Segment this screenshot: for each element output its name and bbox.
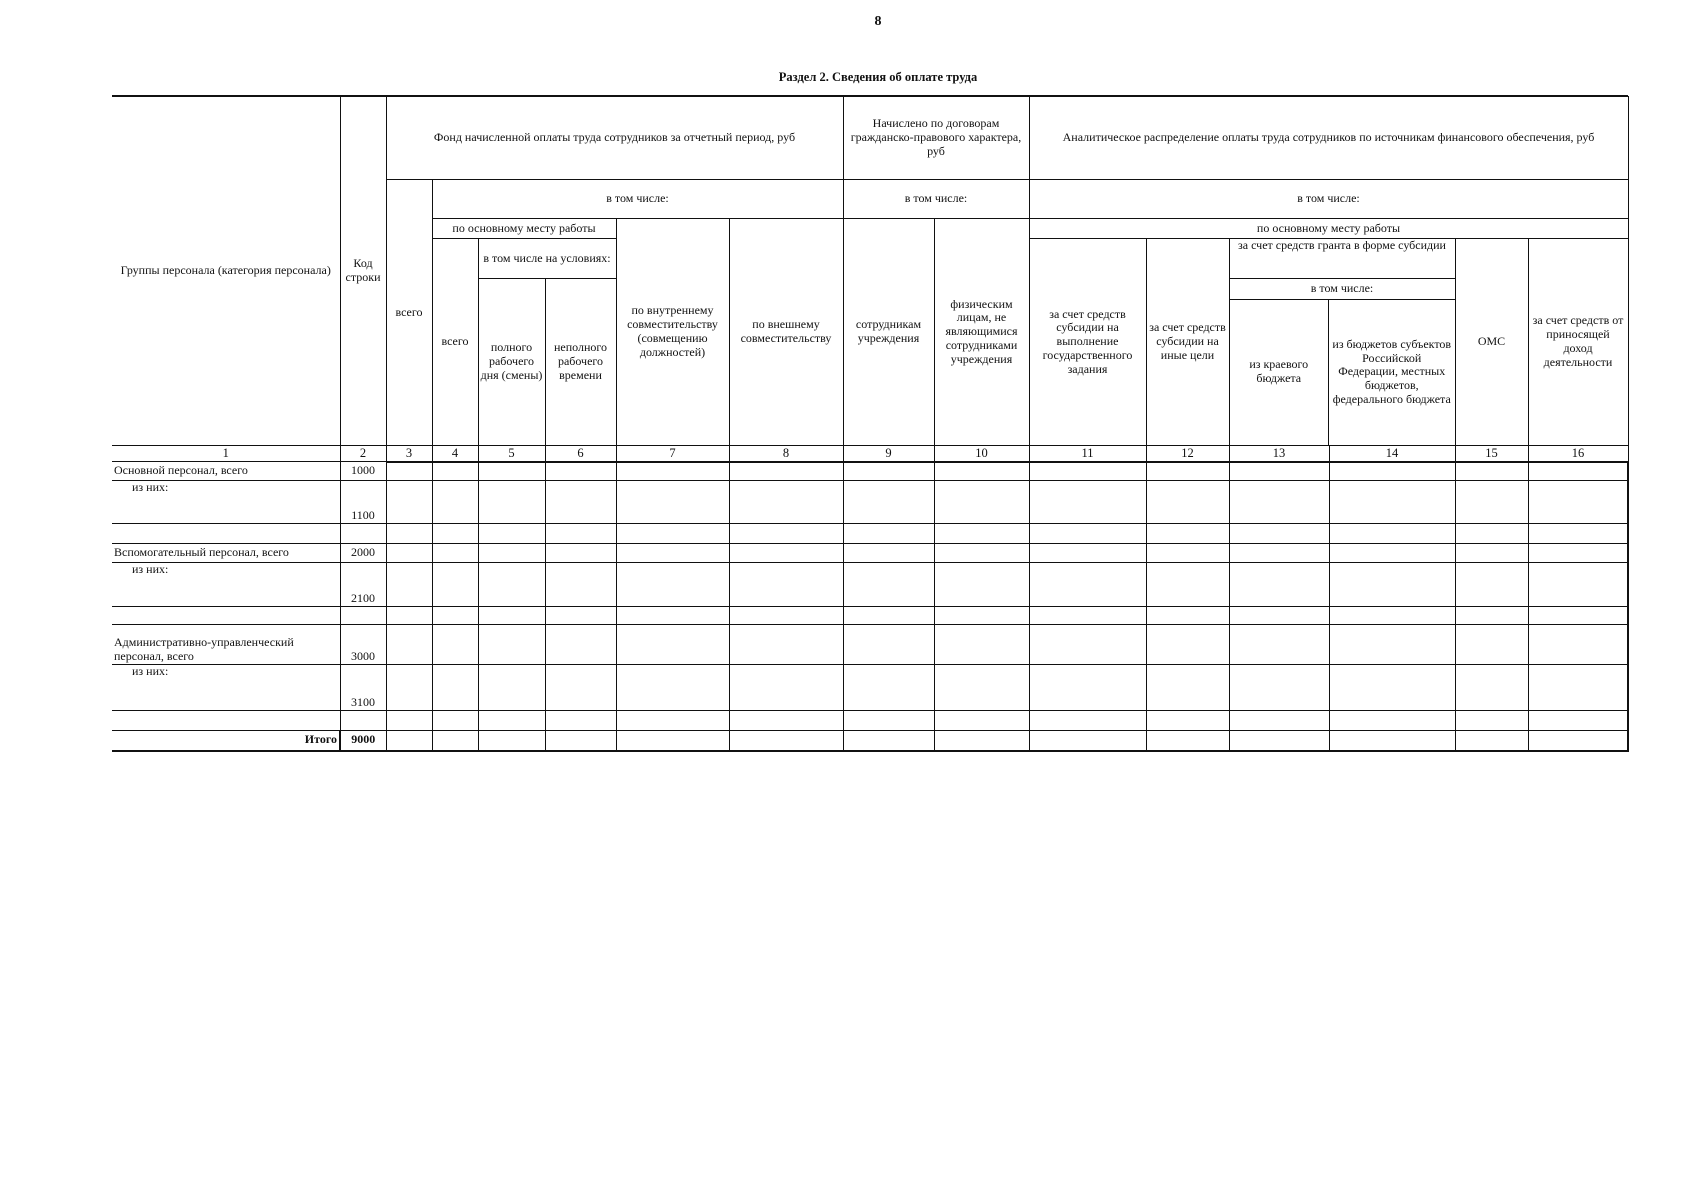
fund-header: Фонд начисленной оплаты труда сотрудников за отчетный период, руб [386,97,843,180]
row-code [340,524,386,544]
grant-breakdown-cell [1229,279,1455,446]
data-cell[interactable] [1329,481,1455,524]
grant-header: за счет средств гранта в форме субсидии [1229,239,1455,279]
row-label: из них: [112,665,340,711]
data-cell[interactable] [729,731,843,751]
data-cell[interactable] [1229,524,1329,544]
data-cell[interactable] [1528,544,1628,563]
data-cell[interactable] [432,563,478,607]
analytic-main-place-header: по основному месту работы [1029,219,1628,239]
column-number: 16 [1528,446,1628,462]
data-cell[interactable] [934,524,1029,544]
data-cell[interactable] [545,563,616,607]
data-cell[interactable] [1029,544,1146,563]
data-cell[interactable] [1329,731,1455,751]
row-label: из них: [112,481,340,524]
data-cell[interactable] [545,462,616,481]
data-cell[interactable] [1329,665,1455,711]
data-cell[interactable] [386,563,432,607]
data-cell[interactable] [432,665,478,711]
data-cell[interactable] [934,607,1029,625]
data-cell[interactable] [1528,607,1628,625]
data-cell[interactable] [843,625,934,665]
data-cell[interactable] [1029,481,1146,524]
data-cell[interactable] [1029,711,1146,731]
analytic-header: Аналитическое распределение оплаты труда сотрудников по источникам финансового обеспечения, руб [1029,97,1628,180]
data-cell[interactable] [1029,563,1146,607]
data-cell[interactable] [1229,607,1329,625]
table-row [112,481,1628,524]
row-label: Вспомогательный персонал, всего [112,544,340,563]
data-cell[interactable] [478,462,545,481]
row-code: 1100 [340,481,386,524]
column-number: 4 [432,446,478,462]
data-cell[interactable] [545,731,616,751]
table-row [112,607,1628,625]
data-cell[interactable] [1455,462,1528,481]
data-cell[interactable] [478,524,545,544]
data-cell[interactable] [1455,607,1528,625]
data-cell[interactable] [729,607,843,625]
conditions-header: в том числе на условиях: [478,239,616,279]
data-cell[interactable] [1146,544,1229,563]
data-cell[interactable] [545,481,616,524]
data-cell[interactable] [1029,524,1146,544]
data-cell[interactable] [386,665,432,711]
data-cell[interactable] [1455,544,1528,563]
data-cell[interactable] [478,563,545,607]
data-cell[interactable] [616,462,729,481]
row-label [112,524,340,544]
row-code [340,711,386,731]
data-cell[interactable] [478,711,545,731]
data-cell[interactable] [478,544,545,563]
data-cell[interactable] [616,665,729,711]
civil-including-header: в том числе: [843,180,1029,219]
data-cell[interactable] [729,563,843,607]
data-cell[interactable] [934,731,1029,751]
data-cell[interactable] [478,665,545,711]
data-cell[interactable] [1229,544,1329,563]
row-label: из них: [112,563,340,607]
data-cell[interactable] [616,524,729,544]
table-row [112,524,1628,544]
data-cell[interactable] [1528,711,1628,731]
data-cell[interactable] [843,524,934,544]
data-cell[interactable] [934,711,1029,731]
data-cell[interactable] [843,665,934,711]
data-cell[interactable] [386,731,432,751]
data-cell[interactable] [1455,524,1528,544]
table-row [112,625,1628,665]
column-number: 10 [934,446,1029,462]
data-cell[interactable] [1329,563,1455,607]
data-cell[interactable] [1528,462,1628,481]
data-cell[interactable] [934,544,1029,563]
data-cell[interactable] [616,711,729,731]
data-cell[interactable] [729,711,843,731]
data-cell[interactable] [478,625,545,665]
data-cell[interactable] [432,544,478,563]
data-cell[interactable] [1329,607,1455,625]
code-header: Код строки [340,97,386,446]
data-cell[interactable] [1029,607,1146,625]
groups-header: Группы персонала (категория персонала) [112,97,340,446]
data-cell[interactable] [934,665,1029,711]
data-cell[interactable] [1455,731,1528,751]
table-row [112,711,1628,731]
data-cell[interactable] [432,607,478,625]
data-cell[interactable] [1229,731,1329,751]
row-label: Основной персонал, всего [112,462,340,481]
internal-header: по внутреннему совместительству (совмещению должностей) [616,219,729,446]
data-cell[interactable] [843,607,934,625]
data-cell[interactable] [1029,731,1146,751]
main-total-header: всего [432,239,478,446]
data-cell[interactable] [432,731,478,751]
data-cell[interactable] [1329,544,1455,563]
data-cell[interactable] [729,544,843,563]
employees-header: сотрудникам учреждения [843,219,934,446]
data-cell[interactable] [729,462,843,481]
table-row [112,462,1628,481]
main-place-header: по основному месту работы [432,219,616,239]
data-cell[interactable] [1146,665,1229,711]
data-cell[interactable] [1146,731,1229,751]
column-number: 6 [545,446,616,462]
oms-header: ОМС [1455,239,1528,446]
data-cell[interactable] [545,544,616,563]
data-cell[interactable] [545,625,616,665]
data-cell[interactable] [1029,462,1146,481]
data-cell[interactable] [616,563,729,607]
data-cell[interactable] [1146,563,1229,607]
row-code: 3000 [340,625,386,665]
row-code: 3100 [340,665,386,711]
row-code: 1000 [340,462,386,481]
data-cell[interactable] [616,544,729,563]
column-number: 14 [1329,446,1455,462]
page-number: 8 [874,14,882,29]
column-number: 11 [1029,446,1146,462]
section-title: Раздел 2. Сведения об оплате труда [778,70,978,84]
row-code: 2100 [340,563,386,607]
column-number: 7 [616,446,729,462]
data-cell[interactable] [729,665,843,711]
column-number: 5 [478,446,545,462]
data-cell[interactable] [386,481,432,524]
data-cell[interactable] [386,711,432,731]
subsidy-other-header: за счет средств субсидии на иные цели [1146,239,1229,446]
fund-total-header: всего [386,180,432,446]
civil-contracts-header: Начислено по договорам гражданско-правового характера, руб [843,97,1029,180]
data-cell[interactable] [1229,665,1329,711]
regional-budget-header: из краевого бюджета [1230,299,1329,445]
data-cell[interactable] [545,524,616,544]
data-cell[interactable] [1229,481,1329,524]
row-label [112,711,340,731]
data-cell[interactable] [1229,563,1329,607]
data-cell[interactable] [1229,462,1329,481]
data-cell[interactable] [1146,607,1229,625]
row-code [340,607,386,625]
data-cell[interactable] [934,481,1029,524]
data-cell[interactable] [1528,563,1628,607]
row-label [112,607,340,625]
data-cell[interactable] [934,625,1029,665]
data-cell[interactable] [1455,711,1528,731]
data-cell[interactable] [432,462,478,481]
data-cell[interactable] [478,731,545,751]
fund-including-header: в том числе: [432,180,843,219]
data-cell[interactable] [1329,625,1455,665]
data-cell[interactable] [1528,524,1628,544]
table-row [112,665,1628,711]
row-label: Административно-управленческий персонал, всего [112,625,340,665]
data-cell[interactable] [1229,625,1329,665]
column-number: 3 [386,446,432,462]
data-cell[interactable] [1029,665,1146,711]
individuals-header: физическим лицам, не являющимися сотрудниками учреждения [934,219,1029,446]
data-cell[interactable] [432,625,478,665]
data-cell[interactable] [1029,625,1146,665]
data-cell[interactable] [386,607,432,625]
data-cell[interactable] [386,625,432,665]
table-row [112,731,1628,751]
column-number: 13 [1229,446,1329,462]
data-cell[interactable] [1329,711,1455,731]
data-cell[interactable] [386,462,432,481]
data-cell[interactable] [934,462,1029,481]
data-cell[interactable] [843,481,934,524]
row-code: 2000 [340,544,386,563]
federal-budget-header: из бюджетов субъектов Российской Федерации, местных бюджетов, федерального бюджета [1332,336,1452,406]
grant-breakdown [1230,279,1455,445]
data-cell[interactable] [729,524,843,544]
total-label: Итого [112,731,340,751]
data-cell[interactable] [1146,711,1229,731]
data-cell[interactable] [1329,524,1455,544]
column-number: 2 [340,446,386,462]
data-cell[interactable] [545,607,616,625]
data-cell[interactable] [616,481,729,524]
external-header: по внешнему совместительству [729,219,843,446]
column-number: 12 [1146,446,1229,462]
data-cell[interactable] [934,563,1029,607]
analytic-including-header: в том числе: [1029,180,1628,219]
data-cell[interactable] [1146,462,1229,481]
data-cell[interactable] [1528,665,1628,711]
data-cell[interactable] [843,462,934,481]
data-cell[interactable] [1455,665,1528,711]
data-cell[interactable] [386,544,432,563]
data-cell[interactable] [843,731,934,751]
column-number: 15 [1455,446,1528,462]
data-cell[interactable] [1455,481,1528,524]
table-row [112,563,1628,607]
data-cell[interactable] [1146,524,1229,544]
data-cell[interactable] [1528,481,1628,524]
payroll-table [112,96,1629,752]
data-cell[interactable] [843,563,934,607]
data-cell[interactable] [432,524,478,544]
part-time-header: неполного рабочего времени [545,279,616,446]
data-cell[interactable] [616,625,729,665]
grant-including-header: в том числе: [1230,279,1455,299]
data-cell[interactable] [1528,731,1628,751]
data-cell[interactable] [386,524,432,544]
data-cell[interactable] [1528,625,1628,665]
table-row [112,544,1628,563]
data-cell[interactable] [843,711,934,731]
data-cell[interactable] [432,711,478,731]
income-header: за счет средств от приносящей доход деятельности [1528,239,1628,446]
data-cell[interactable] [478,481,545,524]
column-number: 9 [843,446,934,462]
data-cell[interactable] [1229,711,1329,731]
full-day-header: полного рабочего дня (смены) [478,279,545,446]
data-cell[interactable] [545,711,616,731]
column-number: 8 [729,446,843,462]
subsidy-state-header: за счет средств субсидии на выполнение государственного задания [1029,239,1146,446]
data-cell[interactable] [432,481,478,524]
data-cell[interactable] [1146,625,1229,665]
data-cell[interactable] [616,731,729,751]
data-cell[interactable] [545,665,616,711]
data-cell[interactable] [616,607,729,625]
data-cell[interactable] [1455,625,1528,665]
data-cell[interactable] [478,607,545,625]
data-cell[interactable] [729,481,843,524]
data-cell[interactable] [843,544,934,563]
data-cell[interactable] [1146,481,1229,524]
column-number: 1 [112,446,340,462]
data-cell[interactable] [1455,563,1528,607]
total-code: 9000 [340,731,386,751]
data-cell[interactable] [729,625,843,665]
data-cell[interactable] [1329,462,1455,481]
